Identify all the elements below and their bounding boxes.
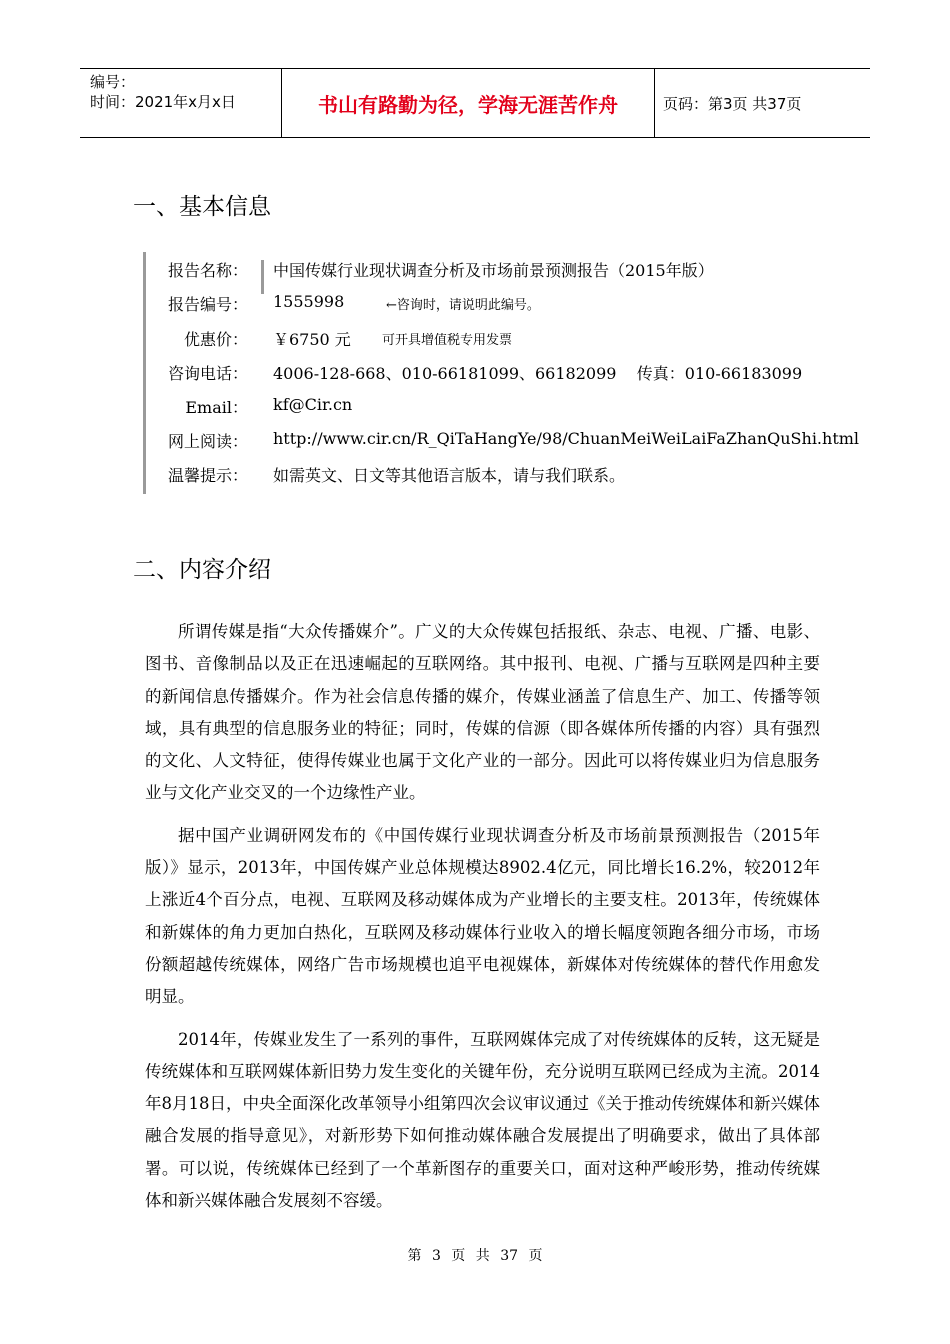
info-box [143, 252, 860, 494]
doc-date-label: 时间：2021年x月x日 [90, 93, 236, 111]
page-footer: 第 3 页 共 37 页 [407, 1248, 543, 1264]
header-meta [80, 69, 282, 137]
page-header [80, 68, 870, 138]
url-link[interactable]: http://www.cir.cn/R_QiTaHangYe/98/ChuanMeiWeiLaiFaZhanQuShi.html [273, 429, 860, 448]
report-code-value: 1555998 [273, 292, 345, 311]
tip-label: 温馨提示： [168, 466, 249, 485]
doc-code-label: 编号： [90, 73, 136, 91]
content-body [145, 616, 820, 1227]
report-name-value: 中国传媒行业现状调查分析及市场前景预测报告（2015年版） [273, 261, 714, 280]
phone-value: 4006-128-668、010-66181099、66182099 传真：010-66183099 [273, 364, 803, 383]
name-divider [261, 260, 264, 294]
content-paragraph-3: 2014年，传媒业发生了一系列的事件，互联网媒体完成了对传统媒体的反转，这无疑是传统媒体和互联网媒体新旧势力发生变化的关键年份，充分说明互联网已经成为主流。2014年8月18日，中央全面深化改革领导小组第四次会议审议通过《关于推动传统媒体和新兴媒体融合发展的指导意见》，对新形势下如何推动媒体融合发展提出了明确要求，做出了具体部署。可以说，传统媒体已经到了一个革新图存的重要关口，面对这种严峻形势，推动传统媒体和新兴媒体融合发展刻不容缓。 [145, 1029, 820, 1211]
content-paragraph-2: 据中国产业调研网发布的《中国传媒行业现状调查分析及市场前景预测报告（2015年版）》显示，2013年，中国传媒产业总体规模达8902.4亿元，同比增长16.2%，较2012年上涨近4个百分点，电视、互联网及移动媒体成为产业增长的主要支柱。2013年，传统媒体和新媒体的角力更加白热化，互联网及移动媒体行业收入的增长幅度领跑各细分市场，市场份额超越传统媒体，网络广告市场规模也追平电视媒体，新媒体对传统媒体的替代作用愈发明显。 [145, 825, 820, 1007]
price-note: 可开具增值税专用发票 [382, 333, 513, 348]
section-title-content: 二、内容介绍 [133, 557, 271, 583]
report-code-label: 报告编号： [168, 295, 249, 314]
phone-label: 咨询电话： [168, 364, 249, 383]
content-paragraph-1: 所谓传媒是指“大众传播媒介”。广义的大众传媒包括报纸、杂志、电视、广播、电影、图书、音像制品以及正在迅速崛起的互联网络。其中报刊、电视、广播与互联网是四种主要的新闻信息传播媒介。作为社会信息传播的媒介，传媒业涵盖了信息生产、加工、传播等领域，具有典型的信息服务业的特征；同时，传媒的信源（即各媒体所传播的内容）具有强烈的文化、人文特征，使得传媒业也属于文化产业的一部分。因此可以将传媒业归为信息服务业与文化产业交叉的一个边缘性产业。 [145, 622, 820, 803]
price-value: ￥6750 元 [273, 330, 351, 349]
email-label: Email： [185, 398, 248, 417]
price-label: 优惠价： [183, 330, 248, 349]
header-motto: 书山有路勤为径，学海无涯苦作舟 [282, 69, 655, 137]
section-title-basic-info: 一、基本信息 [133, 194, 271, 220]
url-label: 网上阅读： [168, 432, 249, 451]
email-link[interactable]: kf@Cir.cn [273, 395, 353, 414]
report-code-note: ←咨询时，请说明此编号。 [386, 298, 540, 313]
report-name-label: 报告名称： [168, 261, 249, 280]
header-page-number: 页码：第3页 共37页 [663, 94, 802, 113]
tip-value: 如需英文、日文等其他语言版本，请与我们联系。 [273, 466, 626, 485]
